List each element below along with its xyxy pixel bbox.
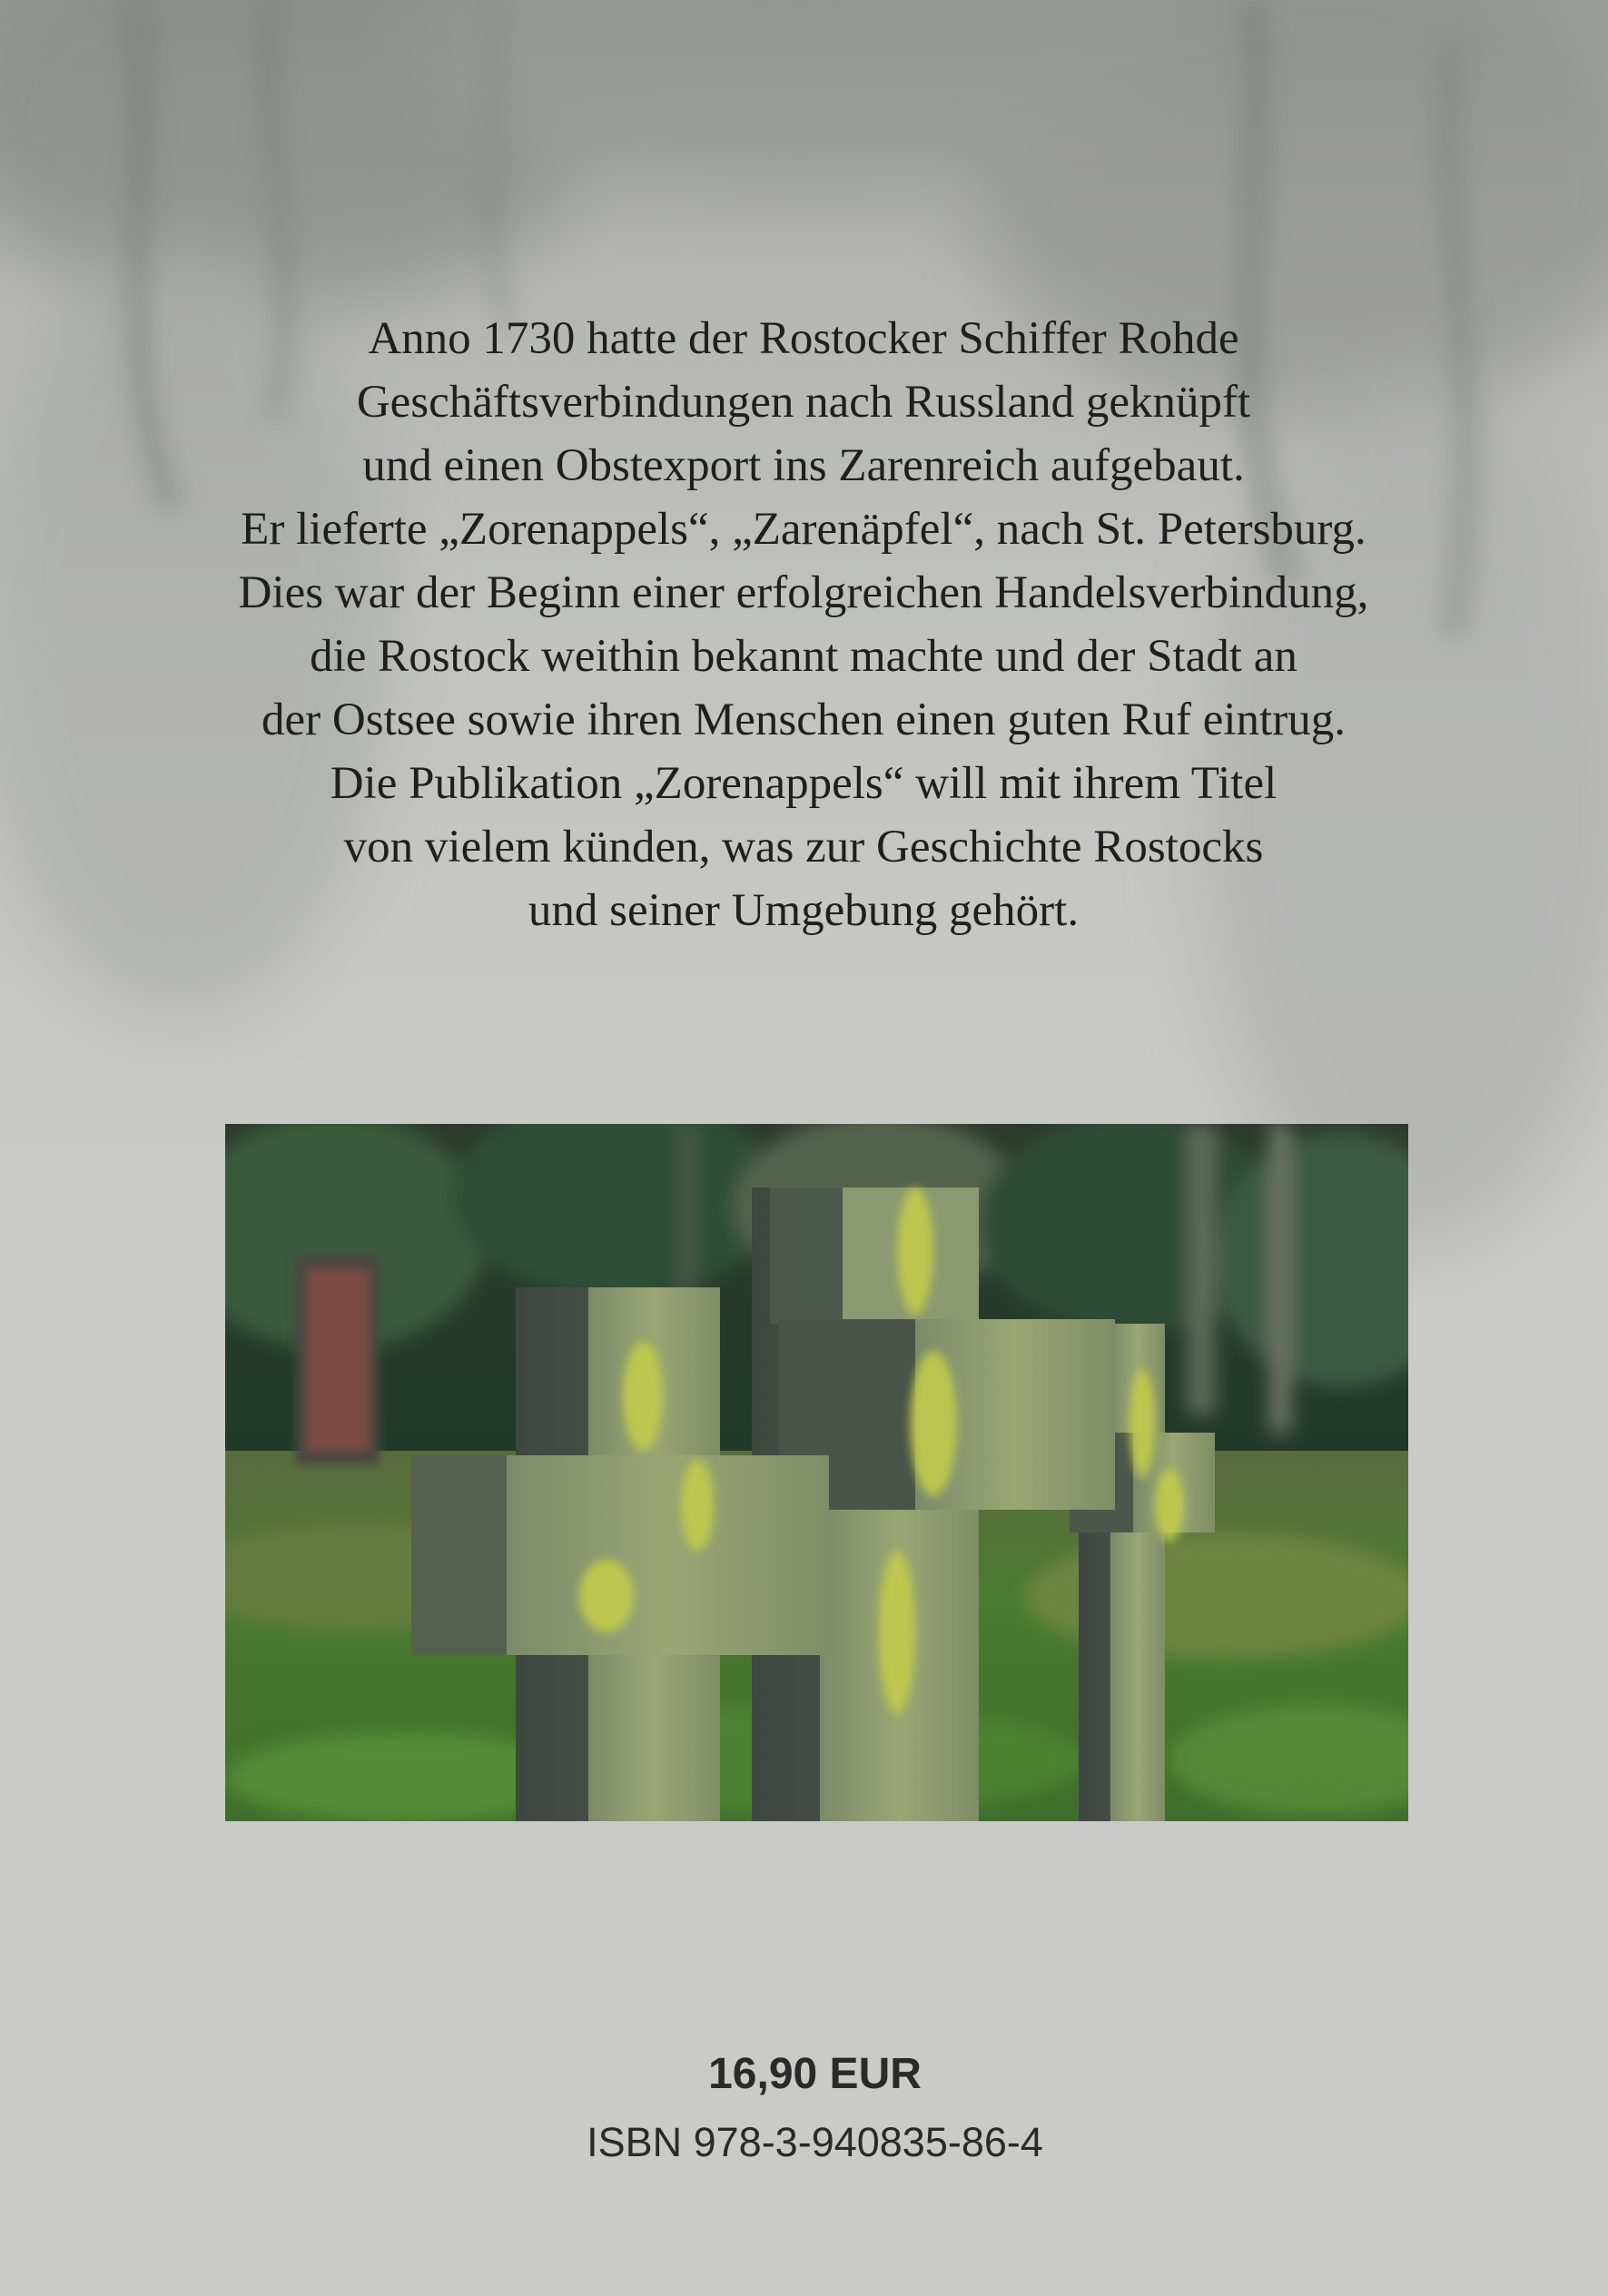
blurb-line: die Rostock weithin bekannt machte und der Stadt an	[310, 631, 1297, 682]
isbn: ISBN 978-3-940835-86-4	[587, 2119, 1043, 2165]
blurb-line: Anno 1730 hatte der Rostocker Schiffer Rohde	[368, 313, 1239, 364]
blurb-line: Dies war der Beginn einer erfolgreichen Handelsverbindung,	[238, 567, 1369, 618]
blurb-line: von vielem künden, was zur Geschichte Rostocks	[343, 822, 1264, 872]
blurb-line: und seiner Umgebung gehört.	[528, 885, 1080, 936]
blurb-line: Er lieferte „Zorenappels“, „Zarenäpfel“, nach St. Petersburg.	[241, 504, 1366, 555]
blurb-line: der Ostsee sowie ihren Menschen einen guten Ruf eintrug.	[261, 695, 1346, 745]
blurb-line: Geschäftsverbindungen nach Russland geknüpft	[356, 377, 1251, 428]
blurb-line: Die Publikation „Zorenappels“ will mit ihrem Titel	[330, 758, 1278, 809]
blurb-line: und einen Obstexport ins Zarenreich aufgebaut.	[362, 440, 1245, 491]
cemetery-crosses-photo	[225, 1124, 1408, 1821]
grave-stone-background	[296, 1256, 380, 1464]
blurb-text	[118, 307, 1489, 942]
price: 16,90 EUR	[708, 2050, 922, 2098]
